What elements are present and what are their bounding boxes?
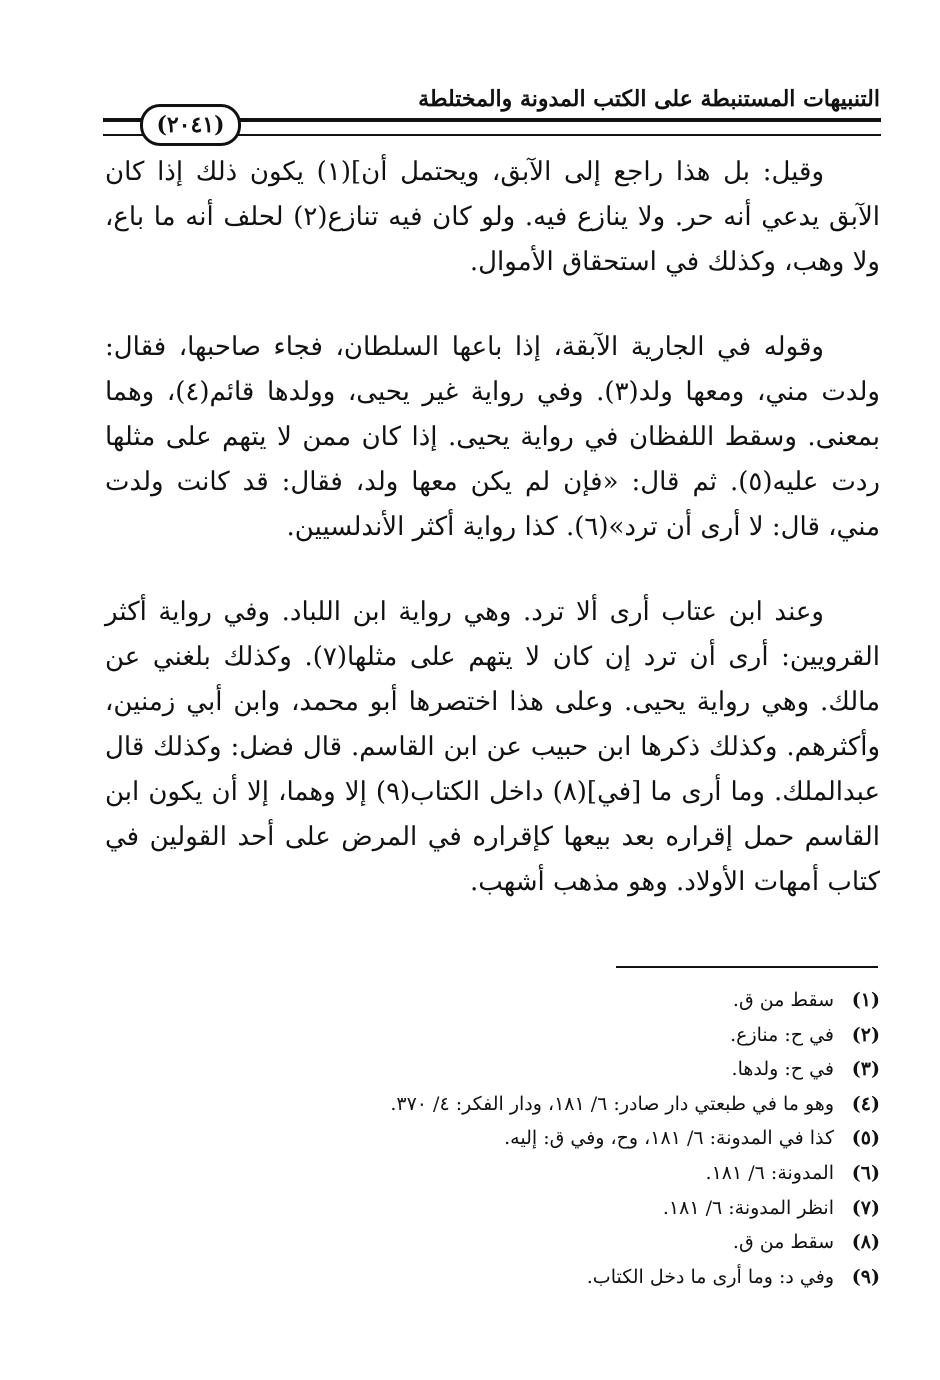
- footnote: [100, 1052, 880, 1087]
- footnote-number: (٨): [851, 1231, 880, 1254]
- footnote: [100, 983, 880, 1018]
- footnote-text: وفي د: وما أرى ما دخل الكتاب.: [586, 1265, 834, 1288]
- footnote-text: في ح: منازع.: [730, 1023, 834, 1046]
- footnote-number: (٩): [851, 1265, 880, 1288]
- page-number: (٢٠٤١): [140, 104, 241, 146]
- body-text: [105, 150, 880, 905]
- footnote-separator: [616, 966, 878, 968]
- footnote-text: في ح: ولدها.: [731, 1058, 834, 1081]
- footnote-number: (٤): [851, 1092, 880, 1115]
- paragraph: وعند ابن عتاب أرى ألا ترد. وهي رواية ابن اللباد. وفي رواية أكثر القرويين: أرى أن ترد إن كان لا يتهم على مثلها(٧). وكذلك بلغني عن مالك. وهي رواية يحيى. وعلى هذا اختصرها أبو محمد، وابن أبي زمنين، وأكثرهم. وكذلك ذكرها ابن حبيب عن ابن القاسم. قال فضل: وكذلك قال عبدالملك. وما أرى ما [في](٨) داخل الكتاب(٩) إلا وهما، إلا أن يكون ابن القاسم حمل إقراره بعد بيعها كإقراره في المرض على أحد القولين في كتاب أمهات الأولاد. وهو مذهب أشهب.: [105, 597, 881, 897]
- footnote: [100, 1260, 880, 1295]
- footnote: [100, 1225, 880, 1260]
- footnote-text: المدونة: ٦/ ١٨١.: [705, 1161, 834, 1184]
- footnote-number: (٥): [851, 1127, 880, 1150]
- footnote-text: انظر المدونة: ٦/ ١٨١.: [662, 1196, 834, 1219]
- paragraph: وقيل: بل هذا راجع إلى الآبق، ويحتمل أن](١) يكون ذلك إذا كان الآبق يدعي أنه حر. ولا ينازع فيه. ولو كان فيه تنازع(٢) لحلف أنه ما باع، ولا وهب، وكذلك في استحقاق الأموال.: [105, 157, 881, 277]
- footnote-text: سقط من ق.: [732, 989, 834, 1011]
- footnote-number: (٣): [851, 1058, 880, 1081]
- footnote-number: (٦): [851, 1161, 880, 1184]
- footnote-text: كذا في المدونة: ٦/ ١٨١، وح، وفي ق: إليه.: [504, 1127, 834, 1150]
- footnote-text: سقط من ق.: [732, 1231, 834, 1254]
- footnote: [100, 1121, 880, 1156]
- footnote-number: (٧): [851, 1196, 880, 1219]
- footnote: [100, 1156, 880, 1191]
- running-title: التنبيهات المستنبطة على الكتب المدونة والمختلطة: [418, 86, 880, 112]
- footnote-text: وهو ما في طبعتي دار صادر: ٦/ ١٨١، ودار الفكر: ٤/ ٣٧٠.: [390, 1092, 834, 1115]
- footnote: [100, 1191, 880, 1226]
- footnote-number: (١): [851, 989, 880, 1011]
- footnotes-list: [100, 983, 880, 1294]
- footnote: [100, 1018, 880, 1053]
- paragraph: وقوله في الجارية الآبقة، إذا باعها السلطان، فجاء صاحبها، فقال: ولدت مني، ومعها ولد(٣). وفي رواية غير يحيى، وولدها قائم(٤)، وهما بمعنى. وسقط اللفظان في رواية يحيى. إذا كان ممن لا يتهم على مثلها ردت عليه(٥). ثم قال: «فإن لم يكن معها ولد، فقال: قد كانت ولدت مني، قال: لا أرى أن ترد»(٦). كذا رواية أكثر الأندلسيين.: [105, 332, 880, 542]
- footnote: [100, 1087, 880, 1122]
- footnote-number: (٢): [851, 1023, 880, 1046]
